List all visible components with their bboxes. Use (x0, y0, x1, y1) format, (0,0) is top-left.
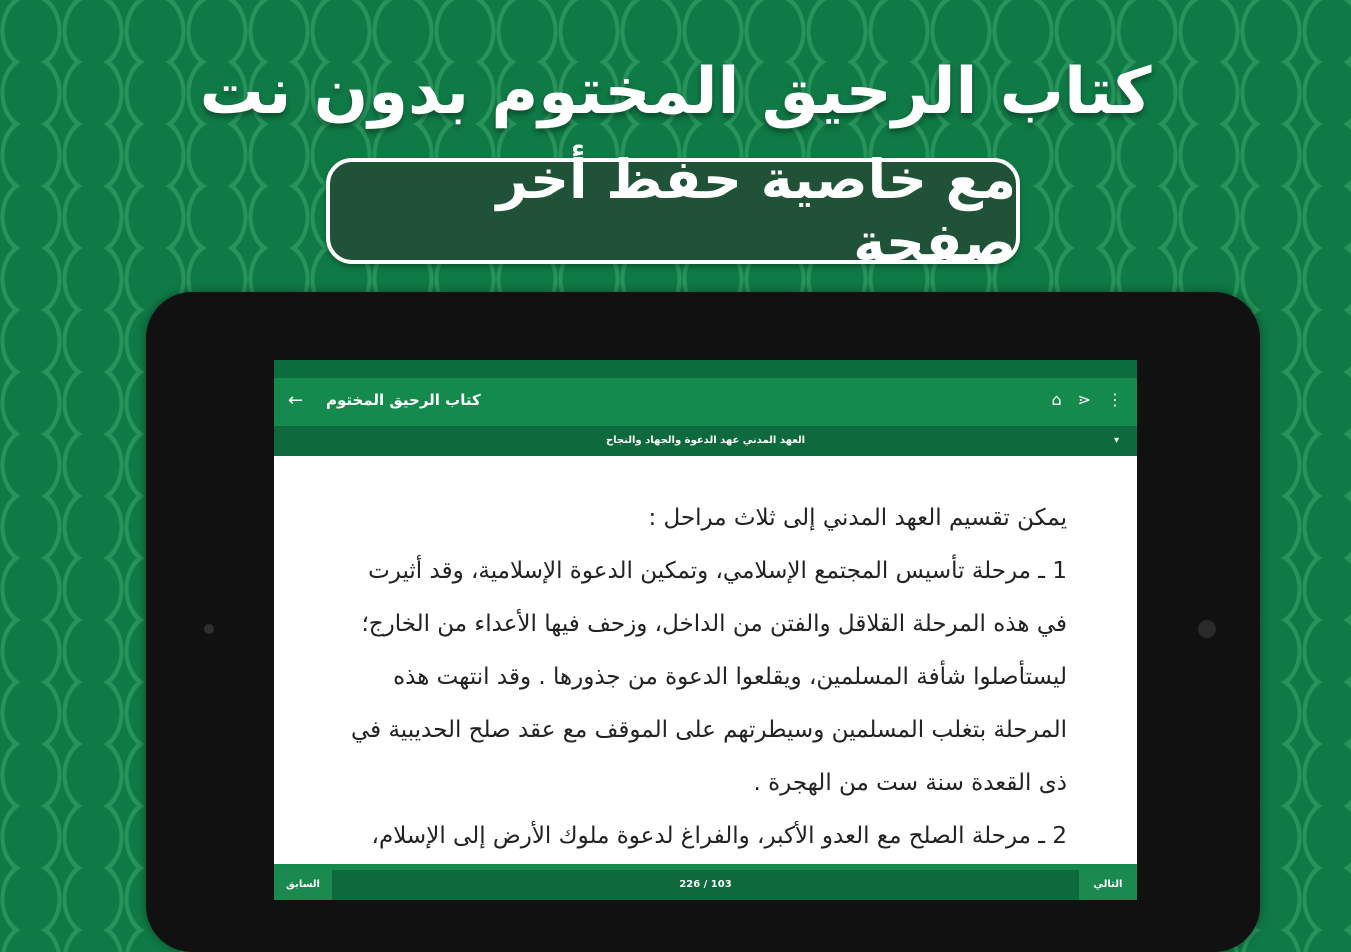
page-navigation (274, 864, 1137, 900)
page-indicator: 226 / 103 (679, 879, 732, 890)
toolbar-actions (1051, 390, 1123, 409)
previous-page-button[interactable]: السابق (274, 870, 332, 900)
share-icon[interactable]: ⋖ (1077, 390, 1091, 409)
promo-subtitle-pill (326, 148, 1020, 274)
back-arrow-icon[interactable]: ← (288, 390, 304, 411)
paragraph: 1 ـ مرحلة تأسيس المجتمع الإسلامي، وتمكين الدعوة الإسلامية، وقد أثيرت في هذه المرحلة القلاقل والفتن من الداخل، وزحف فيها الأعداء من الخارج؛ ليستأصلوا شأفة المسلمين، ويقلعوا الدعوة من جذورها . وقد انتهت هذه المرحلة بتغلب المسلمين وسيطرتهم على الموقف مع عقد صلح الحديبية في ذى القعدة سنة ست من الهجرة . (350, 558, 1067, 796)
paragraph: يمكن تقسيم العهد المدني إلى ثلاث مراحل : (648, 505, 1067, 531)
home-icon[interactable]: ⌂ (1051, 390, 1062, 409)
chapter-title: العهد المدني عهد الدعوة والجهاد والنجاح (605, 435, 806, 446)
status-bar (274, 360, 1137, 378)
promo-headline: كتاب الرحيق المختوم بدون نت (199, 55, 1152, 129)
chapter-selector[interactable] (274, 426, 1137, 456)
tablet-sensor (204, 624, 214, 634)
app-screen (274, 360, 1137, 900)
tablet-camera (1198, 620, 1216, 638)
next-page-button[interactable]: التالي (1079, 870, 1137, 900)
app-title: كتاب الرحيق المختوم (326, 391, 481, 409)
chevron-down-icon: ▾ (1113, 435, 1119, 446)
promo-subtitle: مع خاصية حفظ أخر صفحة (496, 148, 1016, 274)
menu-icon[interactable]: ⋮ (1107, 390, 1123, 409)
paragraph: 2 ـ مرحلة الصلح مع العدو الأكبر، والفراغ لدعوة ملوك الأرض إلى الإسلام، (371, 823, 1067, 849)
book-text (334, 492, 1067, 863)
app-toolbar (274, 378, 1137, 426)
